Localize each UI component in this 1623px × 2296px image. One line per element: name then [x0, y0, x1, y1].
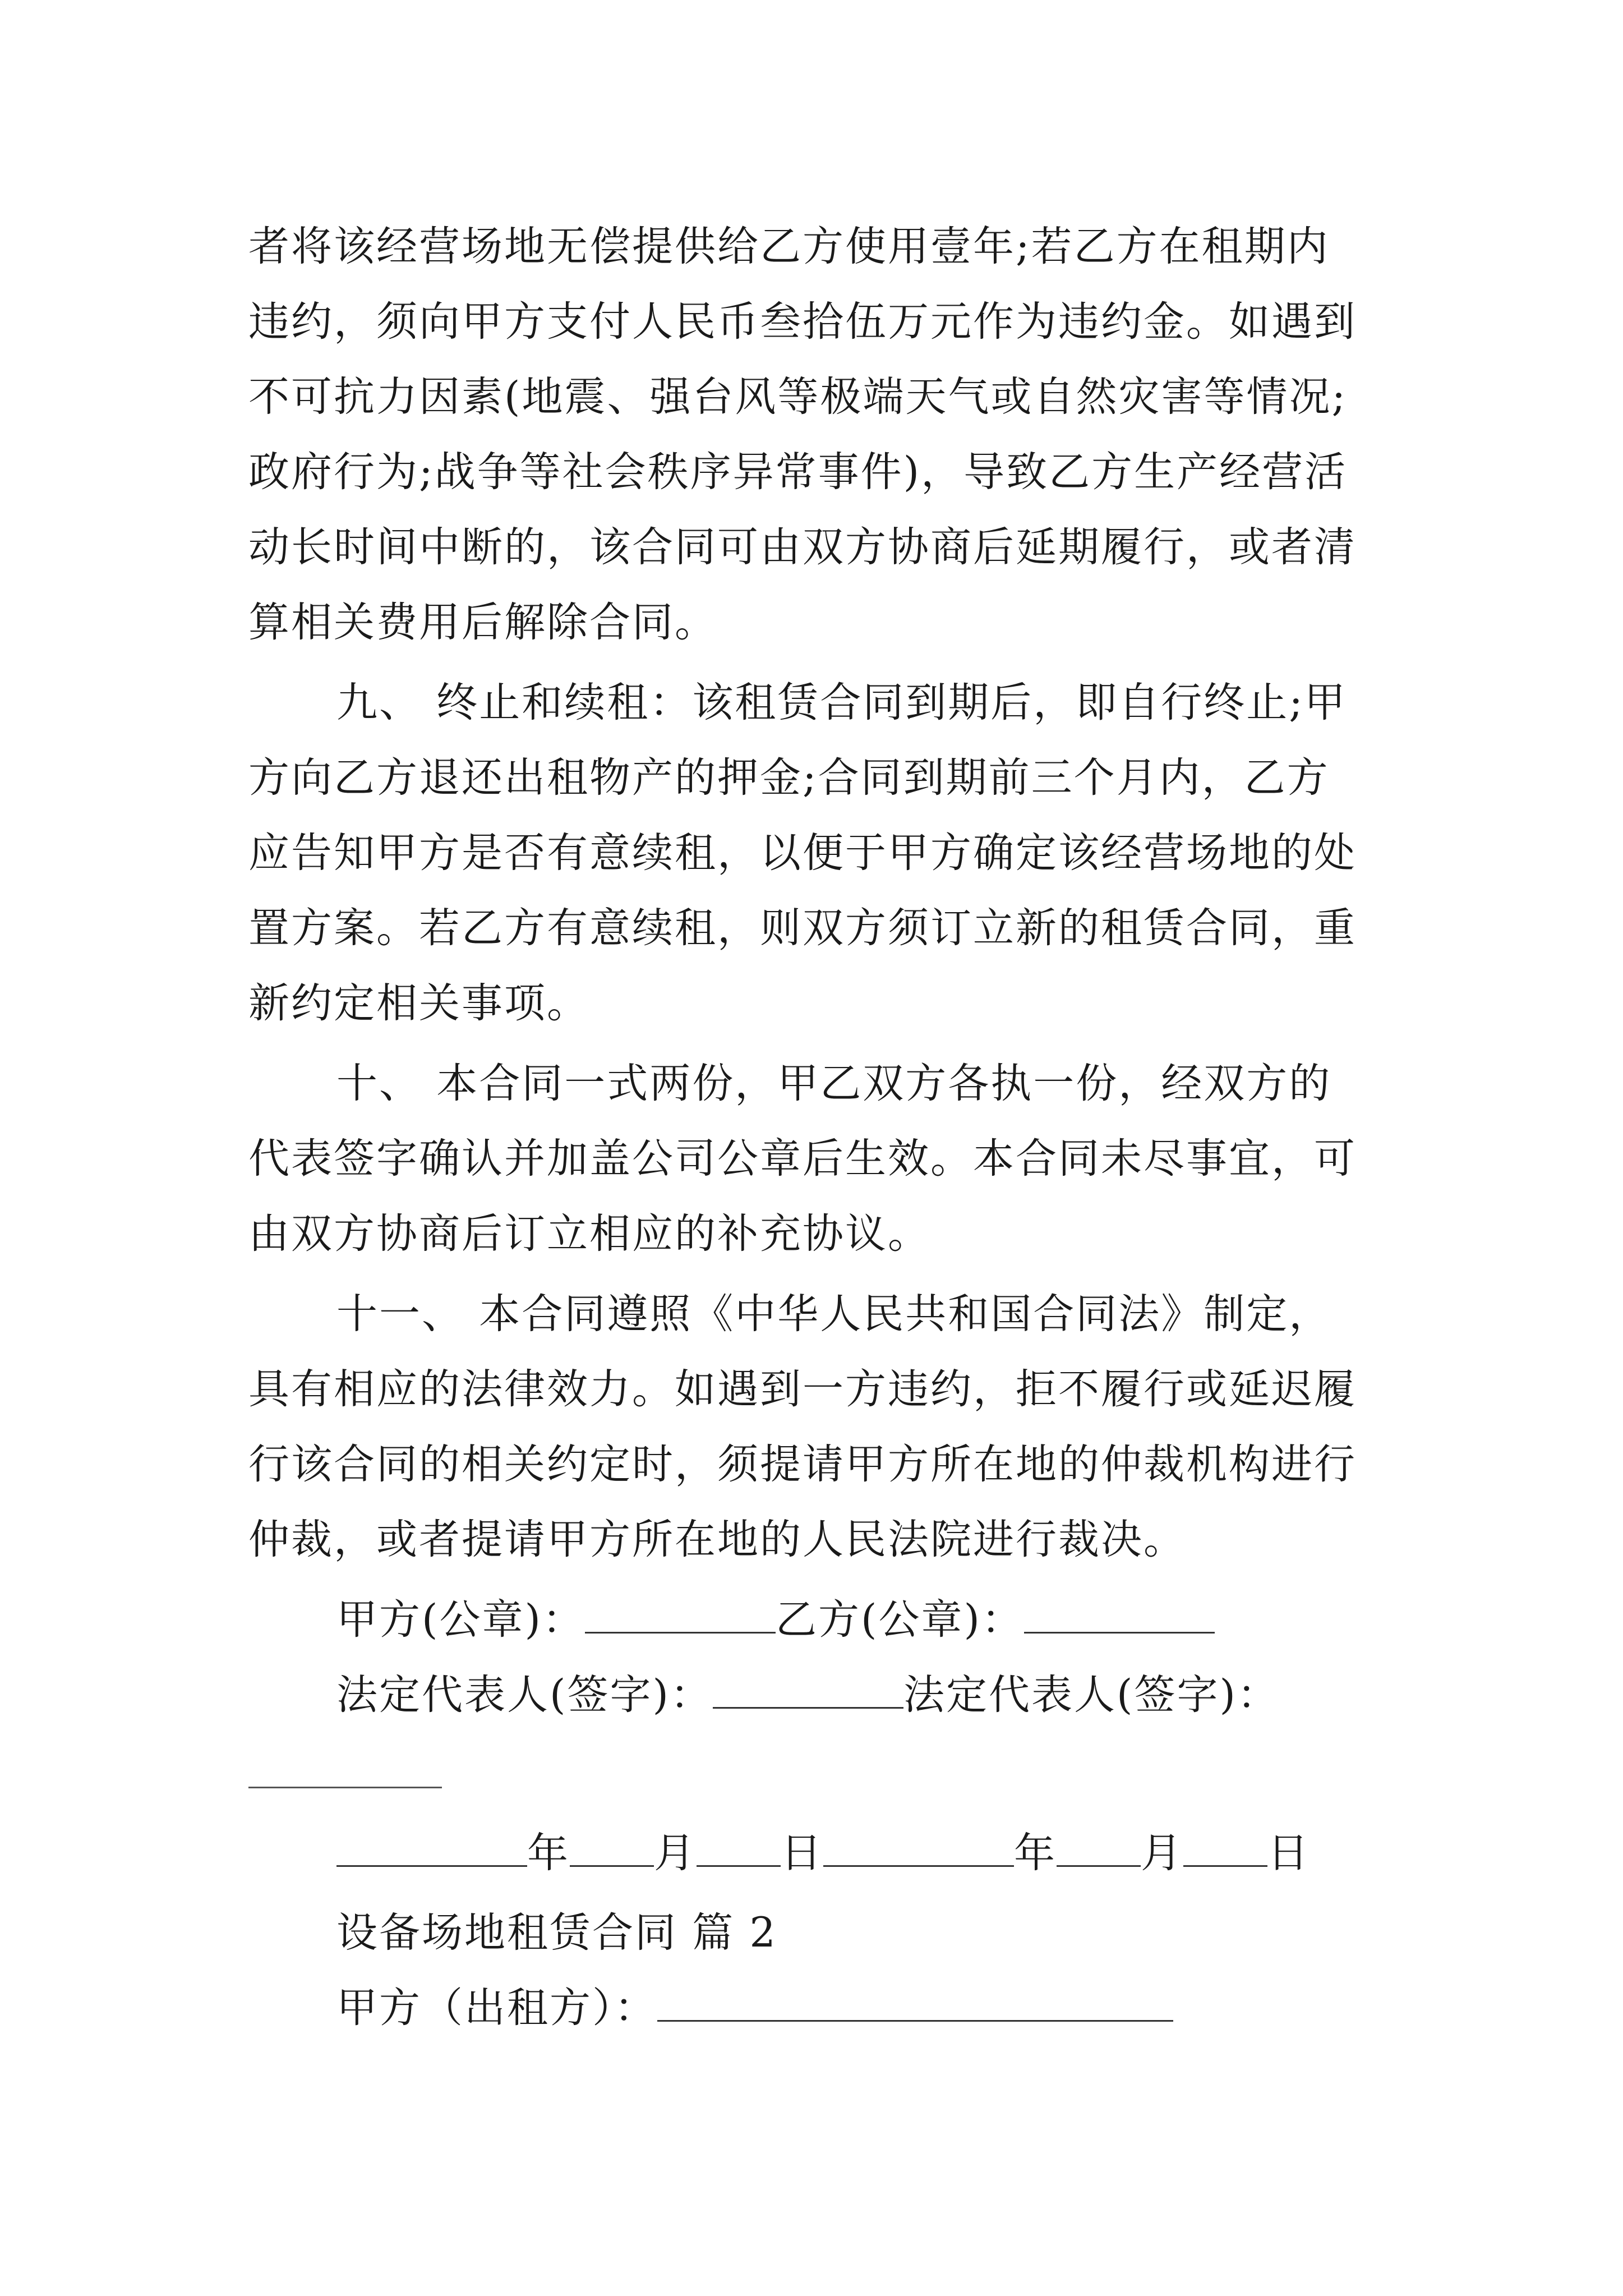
legal-rep-a-blank: [713, 1668, 903, 1709]
year-b-blank: [823, 1826, 1014, 1867]
lessor-label: 甲方（出租方）：: [336, 1984, 657, 2032]
seal-line: [336, 1592, 1481, 1648]
lessor-line: [336, 1980, 1481, 2036]
paragraph-line: 具有相应的法律效力。如遇到一方违约，拒不履行或延迟履: [248, 1365, 1357, 1413]
paragraph-line: 新约定相关事项。: [248, 979, 589, 1027]
paragraph-line: 政府行为;战争等社会秩序异常事件)，导致乙方生产经营活: [248, 448, 1348, 496]
day-b-blank: [1183, 1826, 1267, 1867]
party-b-seal-label: 乙方(公章)：: [775, 1596, 1024, 1644]
paragraph-line: 违约，须向甲方支付人民币叁拾伍万元作为违约金。如遇到: [248, 298, 1357, 346]
section-title: 设备场地租赁合同 篇 2: [336, 1909, 777, 1957]
paragraph-line: 应告知甲方是否有意续租，以便于甲方确定该经营场地的处: [248, 829, 1357, 877]
clause-9-heading-line: 九、 终止和续租：该租赁合同到期后，即自行终止;甲: [336, 679, 1347, 726]
year-a-label: 年: [527, 1829, 570, 1877]
party-a-seal-label: 甲方(公章)：: [336, 1596, 585, 1644]
legal-rep-b-label: 法定代表人(签字)：: [903, 1671, 1280, 1719]
year-a-blank: [336, 1826, 527, 1867]
legal-rep-b-blank: [248, 1787, 442, 1788]
paragraph-line: 置方案。若乙方有意续租，则双方须订立新的租赁合同，重: [248, 904, 1357, 952]
lessor-blank: [657, 1981, 1173, 2022]
month-a-label: 月: [654, 1829, 697, 1877]
paragraph-line: 动长时间中断的，该合同可由双方协商后延期履行，或者清: [248, 523, 1357, 571]
clause-11-heading-line: 十一、 本合同遵照《中华人民共和国合同法》制定，: [336, 1290, 1332, 1338]
party-a-seal-blank: [585, 1593, 776, 1634]
party-b-seal-blank: [1024, 1593, 1215, 1634]
date-line: [336, 1825, 1481, 1881]
paragraph-line: 代表签字确认并加盖公司公章后生效。本合同未尽事宜，可: [248, 1135, 1357, 1182]
year-b-label: 年: [1014, 1829, 1057, 1877]
month-b-blank: [1057, 1826, 1141, 1867]
paragraph-line: 算相关费用后解除合同。: [248, 599, 717, 646]
month-a-blank: [570, 1826, 654, 1867]
legal-rep-line: [336, 1667, 1481, 1723]
day-b-label: 日: [1267, 1829, 1310, 1877]
clause-10-heading-line: 十、 本合同一式两份，甲乙双方各执一份，经双方的: [336, 1060, 1332, 1107]
day-a-label: 日: [781, 1829, 823, 1877]
day-a-blank: [697, 1826, 781, 1867]
month-b-label: 月: [1141, 1829, 1183, 1877]
paragraph-line: 者将该经营场地无偿提供给乙方使用壹年;若乙方在租期内: [248, 223, 1330, 270]
paragraph-line: 仲裁，或者提请甲方所在地的人民法院进行裁决。: [248, 1516, 1186, 1563]
legal-rep-a-label: 法定代表人(签字)：: [336, 1671, 713, 1719]
paragraph-line: 由双方协商后订立相应的补充协议。: [248, 1210, 930, 1258]
paragraph-line: 不可抗力因素(地震、强台风等极端天气或自然灾害等情况;: [248, 373, 1348, 421]
paragraph-line: 行该合同的相关约定时，须提请甲方所在地的仲裁机构进行: [248, 1441, 1357, 1488]
paragraph-line: 方向乙方退还出租物产的押金;合同到期前三个月内，乙方: [248, 754, 1330, 802]
